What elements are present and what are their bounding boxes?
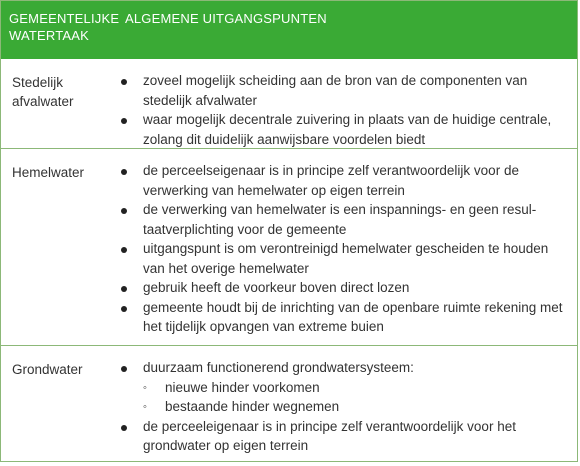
list-item-text: uitgangspunt is om verontreinigd hemelwater gescheiden te houden van het overige hemelwater	[143, 241, 549, 276]
bullet-icon	[121, 208, 127, 214]
table-row-hemelwater	[1, 148, 577, 345]
open-circle-bullet-icon: ◦	[143, 381, 147, 394]
list-item-text: de perceelseigenaar is in principe zelf verantwoordelijk voor de verwerking van hemelwater op eigen terrein	[143, 163, 519, 198]
bullet-icon	[121, 247, 127, 253]
list-item-text: gebruik heeft de voorkeur boven direct lozen	[143, 280, 410, 295]
list-item-text: waar mogelijk decentrale zuivering in plaats van de huidige centrale, zolang dit duidelijk aanwijsbare voordelen biedt	[143, 112, 552, 147]
bullet-icon	[121, 118, 127, 124]
sub-list-item	[119, 397, 567, 417]
principles-list	[119, 71, 567, 149]
bullet-icon	[121, 286, 127, 292]
list-item	[119, 161, 567, 200]
list-item-text: duurzaam functionerend grondwatersysteem:	[143, 360, 414, 375]
sub-list-item-text: nieuwe hinder voorkomen	[165, 379, 320, 395]
bullet-icon	[121, 169, 127, 175]
open-circle-bullet-icon: ◦	[143, 401, 147, 413]
list-item	[119, 200, 567, 239]
table-row-grondwater	[1, 345, 577, 463]
list-item-text: zoveel mogelijk scheiding aan de bron van de componenten van stedelijk afvalwater	[143, 73, 528, 108]
list-item	[119, 71, 567, 110]
header-general-principles: ALGEMENE UITGANGSPUNTEN	[125, 11, 327, 26]
header-municipal-water-task: GEMEENTELIJKE WATERTAAK	[9, 11, 120, 43]
list-item-text: de verwerking van hemelwater is een inspannings- en geen resultaatverplichting voor de gemeente	[143, 202, 537, 237]
list-item-text: gemeente houdt bij de inrichting van de openbare ruimte rekening met het tijdelijk opvangen van extreme buien	[143, 299, 563, 334]
table-row-stedelijk-afvalwater	[1, 59, 577, 148]
bullet-icon	[121, 79, 127, 85]
row-label: Hemelwater	[12, 165, 85, 180]
list-item	[119, 358, 567, 378]
list-item	[119, 298, 567, 337]
sub-list-item-text: bestaande hinder wegnemen	[165, 399, 340, 414]
list-item	[119, 417, 567, 456]
bullet-icon	[121, 366, 127, 372]
row-label: Grondwater	[12, 362, 83, 377]
principles-list	[119, 358, 567, 456]
list-item	[119, 239, 567, 278]
list-item	[119, 278, 567, 298]
bullet-icon	[121, 306, 127, 312]
bullet-icon	[121, 425, 127, 431]
row-label: Stedelijk afvalwater	[12, 75, 74, 109]
sub-list-item	[119, 378, 567, 398]
list-item	[119, 110, 567, 149]
table-header	[1, 1, 577, 59]
principles-list	[119, 161, 567, 337]
list-item-text: de perceeleigenaar is in principe zelf verantwoordelijk voor het grondwater op eigen terrein	[143, 418, 516, 453]
